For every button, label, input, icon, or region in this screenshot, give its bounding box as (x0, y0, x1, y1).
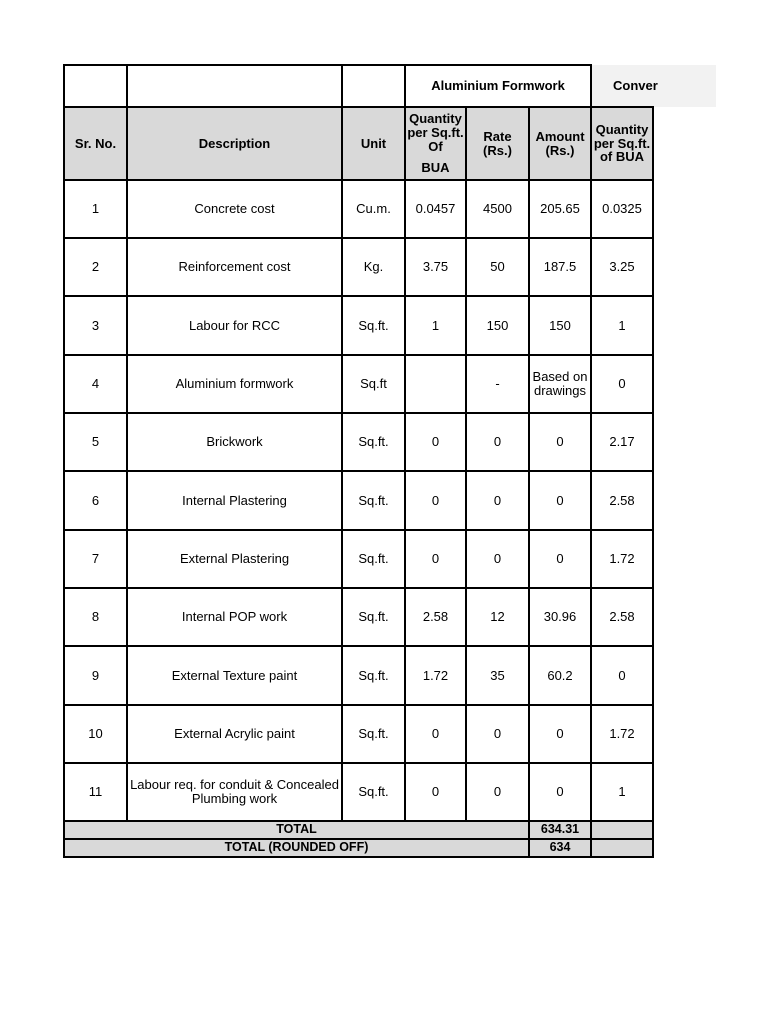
cell-amount: 0 (556, 434, 564, 450)
column-header-quantity-line: BUA (421, 160, 450, 176)
cell-unit: Sq.ft. (358, 784, 389, 800)
grid-line-horizontal (63, 587, 654, 589)
grid-line-horizontal (63, 106, 654, 108)
cell-amount: 150 (549, 317, 571, 333)
rounded-total-label: TOTAL (ROUNDED OFF) (64, 839, 529, 857)
cell-unit: Kg. (363, 259, 384, 275)
grid-line-vertical (652, 106, 654, 858)
cost-comparison-sheet (64, 65, 716, 858)
cell-description: Concrete cost (194, 201, 275, 217)
grid-line-horizontal (63, 412, 654, 414)
group-header-blank (64, 65, 127, 107)
cell-description: Labour for RCC (188, 317, 281, 333)
cell-quantity-conventional: 1 (618, 317, 626, 333)
cell-rate: - (495, 376, 500, 392)
grid-line-vertical (63, 64, 65, 858)
grid-line-horizontal (63, 529, 654, 531)
cell-quantity-conventional: 3.25 (609, 259, 635, 275)
grid-line-vertical (465, 106, 467, 822)
cell-quantity-conventional: 1.72 (609, 726, 635, 742)
cell-unit: Sq.ft. (358, 492, 389, 508)
cell-quantity: 1 (431, 317, 440, 333)
total-blank (591, 821, 653, 839)
cell-quantity: 0 (431, 551, 440, 567)
cell-quantity: 0 (431, 784, 440, 800)
cell-sr-no: 4 (91, 376, 100, 392)
cell-quantity (405, 355, 466, 413)
cell-rate: 0 (493, 726, 502, 742)
cell-rate: 50 (490, 259, 505, 275)
column-header-quantity-conventional-line: of BUA (599, 149, 645, 165)
cell-sr-no: 1 (91, 201, 100, 217)
cell-quantity: 3.75 (422, 259, 449, 275)
cell-rate: 35 (490, 667, 505, 683)
cell-sr-no: 8 (91, 609, 100, 625)
cell-description: Labour req. for conduit & Concealed Plumbing work (130, 777, 339, 806)
cell-quantity: 0 (431, 434, 440, 450)
column-header-quantity-conventional (591, 107, 653, 180)
cell-sr-no: 5 (91, 434, 100, 450)
grid-line-horizontal (63, 762, 654, 764)
cell-description: Aluminium formwork (175, 376, 294, 392)
cell-unit: Cu.m. (356, 201, 391, 217)
cell-quantity: 1.72 (422, 667, 449, 683)
cell-unit: Sq.ft. (358, 317, 389, 333)
column-header-quantity-conventional-line: per Sq.ft. (593, 135, 651, 151)
cell-amount: 0 (556, 492, 564, 508)
cell-description: External Texture paint (171, 667, 298, 683)
column-header-amount-line: Amount (535, 128, 585, 144)
cell-sr-no: 6 (91, 492, 100, 508)
column-header-quantity-conventional-line: Quantity (595, 122, 649, 138)
cell-sr-no: 7 (91, 551, 100, 567)
cell-rate: 0 (493, 492, 502, 508)
cell-quantity-conventional: 2.17 (609, 434, 635, 450)
grid-line-vertical (126, 64, 128, 822)
cell-sr-no: 11 (88, 784, 103, 800)
cell-amount: Based on drawings (532, 369, 588, 398)
column-header-description: Description (127, 107, 342, 180)
grid-line-horizontal (63, 838, 654, 840)
cell-sr-no: 9 (91, 667, 100, 683)
rounded-total-blank (591, 839, 653, 857)
column-header-quantity (405, 107, 466, 180)
group-header-aluminium: Aluminium Formwork (431, 78, 565, 94)
column-header-unit: Unit (342, 107, 405, 180)
cell-amount: 187.5 (543, 259, 577, 275)
cell-quantity-conventional: 0.0325 (602, 201, 642, 217)
column-header-quantity-line: per Sq.ft. (407, 124, 464, 140)
cell-quantity-conventional: 2.58 (609, 492, 635, 508)
cell-rate: 4500 (483, 201, 512, 217)
cell-amount: 30.96 (543, 609, 577, 625)
cell-rate: 0 (493, 434, 502, 450)
grid-line-horizontal (63, 820, 654, 822)
grid-line-vertical (590, 64, 592, 858)
cell-rate: 150 (486, 317, 509, 333)
grid-line-horizontal (63, 470, 654, 472)
cell-quantity-conventional: 0 (618, 667, 626, 683)
grid-line-horizontal (63, 295, 654, 297)
group-header-blank (342, 65, 405, 107)
cell-description: Brickwork (206, 434, 263, 450)
cell-description: Reinforcement cost (178, 259, 291, 275)
cell-amount: 0 (556, 726, 564, 742)
cell-amount: 0 (556, 551, 564, 567)
column-header-rate: Rate (Rs.) (466, 107, 529, 180)
grid-line-horizontal (63, 704, 654, 706)
cell-quantity: 0 (431, 726, 440, 742)
grid-line-horizontal (63, 354, 654, 356)
cell-quantity-conventional: 0 (618, 376, 626, 392)
cell-amount: 0 (556, 784, 564, 800)
grid-line-horizontal (63, 856, 654, 858)
total-value: 634.31 (529, 821, 591, 839)
cell-quantity: 0.0457 (415, 201, 456, 217)
cell-description: External Acrylic paint (174, 726, 295, 742)
grid-line-vertical (528, 106, 530, 858)
cell-sr-no: 3 (91, 317, 100, 333)
rounded-total-value: 634 (529, 839, 591, 857)
cell-quantity-conventional: 2.58 (609, 609, 635, 625)
column-header-sr-no: Sr. No. (64, 107, 127, 180)
cell-rate: 0 (493, 551, 502, 567)
grid-line-horizontal (63, 179, 654, 181)
group-header-conventional: Conver (591, 65, 716, 107)
cell-unit: Sq.ft. (358, 726, 389, 742)
cell-quantity: 0 (431, 492, 440, 508)
cell-sr-no: 10 (88, 726, 103, 742)
cell-quantity-conventional: 1.72 (609, 551, 635, 567)
column-header-amount (529, 107, 591, 180)
grid-line-horizontal (63, 237, 654, 239)
cell-description: Internal Plastering (182, 492, 287, 508)
cell-unit: Sq.ft. (358, 434, 389, 450)
column-header-amount-line: (Rs.) (545, 142, 575, 158)
cell-description: External Plastering (179, 551, 290, 567)
group-header-blank (127, 65, 342, 107)
total-label: TOTAL (64, 821, 529, 839)
grid-line-horizontal (63, 645, 654, 647)
cell-unit: Sq.ft. (358, 551, 389, 567)
grid-line-vertical (341, 64, 343, 822)
cell-unit: Sq.ft (360, 376, 387, 392)
grid-line-horizontal (63, 64, 592, 66)
cell-rate: 0 (493, 784, 502, 800)
cell-amount: 205.65 (540, 201, 580, 217)
column-header-quantity-line: Of (428, 138, 443, 154)
cell-quantity: 2.58 (422, 609, 449, 625)
cell-description: Internal POP work (181, 609, 288, 625)
column-header-quantity-line: Quantity (409, 111, 462, 127)
cell-quantity-conventional: 1 (618, 784, 626, 800)
cell-sr-no: 2 (91, 259, 100, 275)
grid-line-vertical (404, 64, 406, 822)
cell-amount: 60.2 (547, 667, 573, 683)
cell-rate: 12 (490, 609, 505, 625)
cell-unit: Sq.ft. (358, 667, 389, 683)
cell-unit: Sq.ft. (358, 609, 389, 625)
